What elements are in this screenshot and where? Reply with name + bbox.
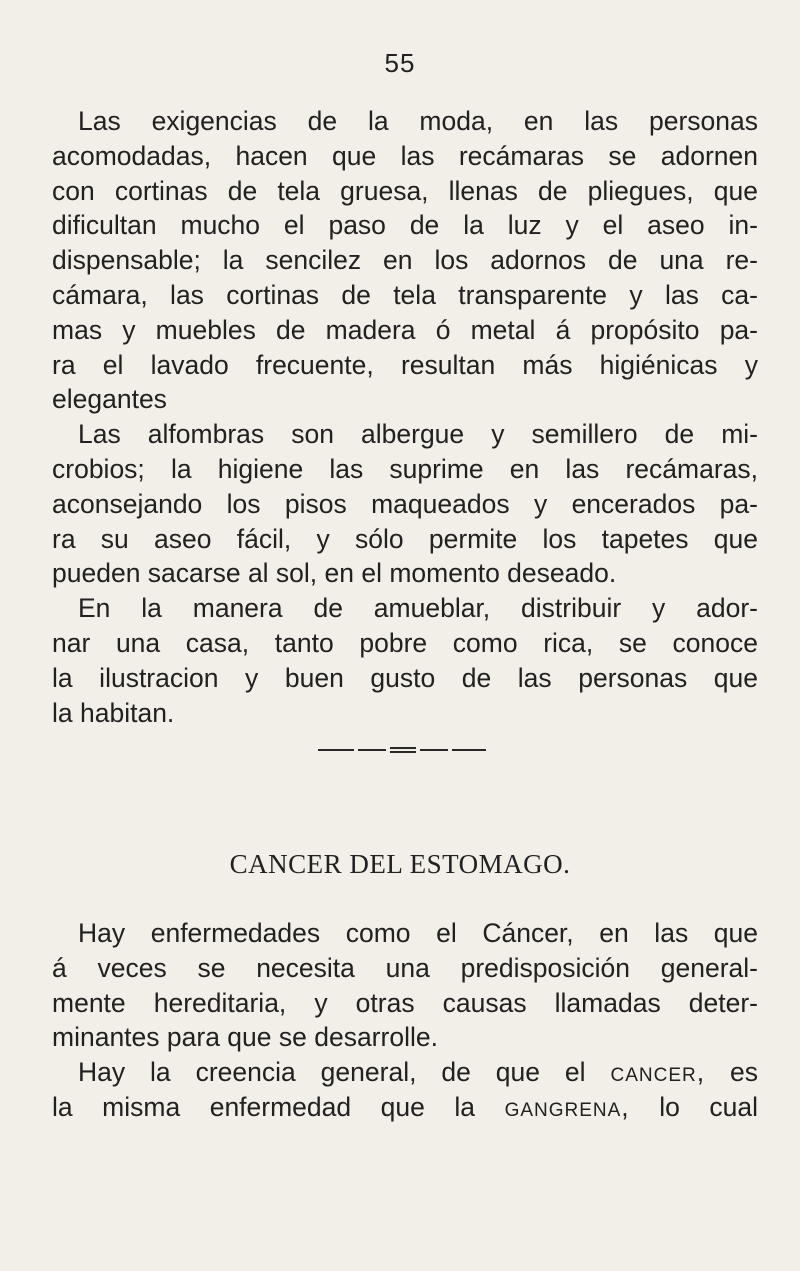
section-divider (318, 747, 486, 753)
text-line: minantes para que se desarrolle. (52, 1022, 438, 1053)
text-line: dispensable; la sencilez en los adornos de una re- (52, 245, 758, 276)
term-gangrena: gangrena, (504, 1091, 630, 1122)
text-block-hygiene (52, 104, 758, 730)
text-line: mente hereditaria, y otras causas llamadas deter- (52, 987, 758, 1018)
text-line: En la manera de amueblar, distribuir y ador- (78, 593, 758, 624)
text-fragment: es (730, 1057, 759, 1088)
term-cancer: cancer, (610, 1057, 706, 1088)
text-fragment: Hay la creencia general, de que el (78, 1057, 586, 1088)
text-line (52, 1090, 758, 1125)
text-line: dificultan mucho el paso de la luz y el aseo in- (52, 210, 758, 241)
section-title: CANCER DEL ESTOMAGO. (229, 849, 571, 879)
text-line: la ilustracion y buen gusto de las personas que (52, 662, 758, 693)
text-line: acomodadas, hacen que las recámaras se adornen (52, 140, 758, 171)
text-line: Hay enfermedades como el Cáncer, en las que (78, 918, 758, 948)
text-fragment: lo cual (659, 1091, 758, 1122)
text-line: Las alfombras son albergue y semillero de mi- (78, 419, 758, 450)
text-line: ra su aseo fácil, y sólo permite los tapetes que (52, 523, 758, 554)
text-line: elegantes (52, 384, 167, 415)
text-line: Las exigencias de la moda, en las personas (78, 106, 758, 136)
page-number: 55 (384, 48, 416, 78)
text-line: mas y muebles de madera ó metal á propósito pa- (52, 314, 758, 345)
text-fragment: la misma enfermedad que la (52, 1091, 476, 1122)
text-line: crobios; la higiene las suprime en las recámaras, (52, 453, 758, 484)
text-line: cámara, las cortinas de tela transparente y las ca- (52, 279, 758, 310)
text-line: con cortinas de tela gruesa, llenas de pliegues, que (52, 175, 758, 206)
text-line: nar una casa, tanto pobre como rica, se conoce (52, 627, 758, 658)
text-line: aconsejando los pisos maqueados y encerados pa- (52, 488, 758, 519)
text-line: la habitan. (52, 697, 175, 728)
text-block-cancer (52, 916, 758, 1125)
text-line (52, 1055, 758, 1090)
text-line: pueden sacarse al sol, en el momento deseado. (52, 558, 617, 589)
text-line: á veces se necesita una predisposición general- (52, 952, 758, 983)
text-line: ra el lavado frecuente, resultan más higiénicas y (52, 349, 758, 380)
